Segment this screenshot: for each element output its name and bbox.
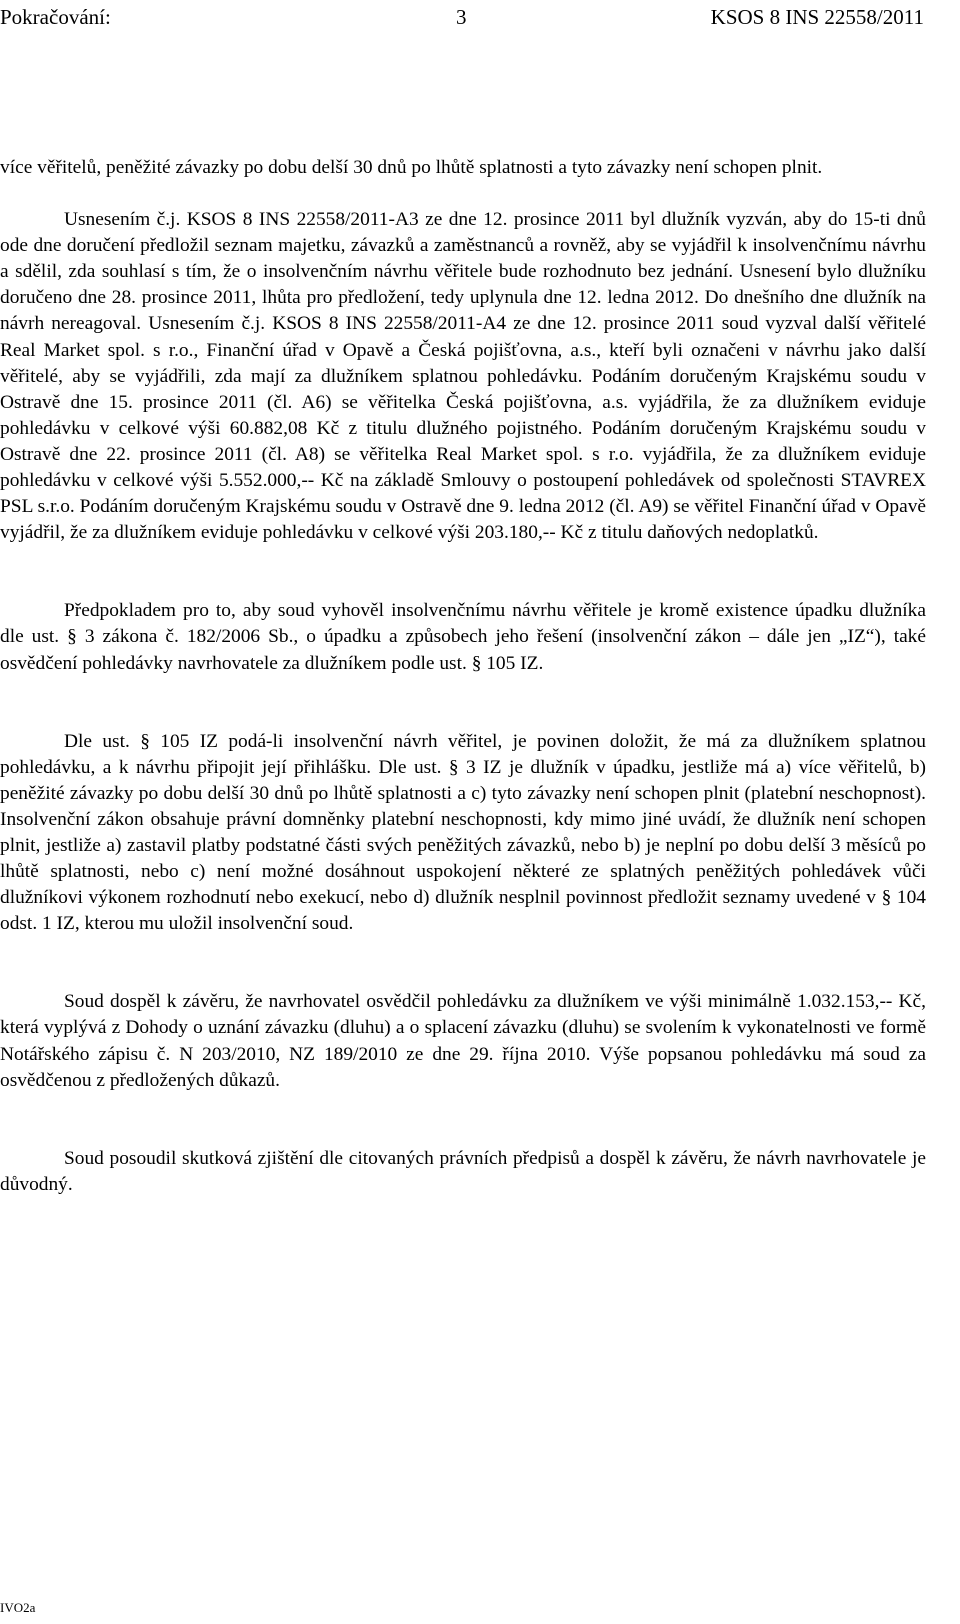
header-page-number: 3 xyxy=(456,5,467,29)
page-footer-code: IVO2a xyxy=(0,1600,36,1615)
paragraph-2: Usnesením č.j. KSOS 8 INS 22558/2011-A3 ze dne 12. prosince 2011 byl dlužník vyzván, aby do 15-ti dnů ode dne doručení předložil seznam majetku, závazků a zaměstnanců a rovněž, aby se vyjádřil k insolvenčnímu návrhu a sdělil, zda souhlasí s tím, že o insolvenčním návrhu věřitele bude rozhodnuto bez jednání. Usnesení bylo dlužníku doručeno dne 28. prosince 2011, lhůta pro předložení, tedy uplynula dne 12. ledna 2012. Do dnešního dne dlužník na návrh nereagoval. Usnesením č.j. KSOS 8 INS 22558/2011-A4 ze dne 12. prosince 2011 soud vyzval další věřitelé Real Market spol. s r.o., Finanční úřad v Opavě a Česká pojišťovna, a.s., kteří byli označeni v návrhu jako další věřitelé, aby se vyjádřili, zda mají za dlužníkem splatnou pohledávku. Podáním doručeným Krajskému soudu v Ostravě dne 15. prosince 2011 (čl. A6) se věřitelka Česká pojišťovna, a.s. vyjádřila, že za dlužníkem eviduje pohledávku v celkové výši 60.882,08 Kč z titulu dlužného pojistného. Podáním doručeným Krajskému soudu v Ostravě dne 22. prosince 2011 (čl. A8) se věřitelka Real Market spol. s r.o. vyjádřila, že za dlužníkem eviduje pohledávku v celkové výši 5.552.000,-- Kč na základě Smlouvy o postoupení pohledávek od společnosti STAVREX PSL s.r.o. Podáním doručeným Krajskému soudu v Ostravě dne 9. ledna 2012 (čl. A9) se věřitel Finanční úřad v Opavě vyjádřil, že za dlužníkem eviduje pohledávku v celkové výši 203.180,-- Kč z titulu daňových nedoplatků. xyxy=(0,209,926,544)
header-case-number: KSOS 8 INS 22558/2011 xyxy=(710,5,924,29)
paragraph-5: Soud dospěl k závěru, že navrhovatel osvědčil pohledávku za dlužníkem ve výši minimálně 1.032.153,-- Kč, která vyplývá z Dohody o uznání závazku (dluhu) a o splacení závazku (dluhu) se svolením k vykonatelnosti ve formě Notářského zápisu č. N 203/2010, NZ 189/2010 ze dne 29. října 2010. Výše popsanou pohledávku má soud za osvědčenou z předložených důkazů. xyxy=(0,991,926,1091)
paragraph-4: Dle ust. § 105 IZ podá-li insolvenční návrh věřitel, je povinen doložit, že má za dlužníkem splatnou pohledávku, a k návrhu připojit její přihlášku. Dle ust. § 3 IZ je dlužník v úpadku, jestliže má a) více věřitelů, b) peněžité závazky po dobu delší 30 dnů po lhůtě splatnosti a c) tyto závazky není schopen plnit (platební neschopnost). Insolvenční zákon obsahuje právní domněnky platební neschopnosti, kdy mimo jiné uvádí, že dlužník není schopen plnit, jestliže a) zastavil platby podstatné části svých peněžitých závazků, nebo b) je neplní po dobu delší 3 měsíců po lhůtě splatnosti, nebo c) není možné dosáhnout uspokojení některé ze splatných peněžitých pohledávek vůči dlužníkovi výkonem rozhodnutí nebo exekucí, nebo d) dlužník nesplnil povinnost předložit seznamy uvedené v § 104 odst. 1 IZ, kterou mu uložil insolvenční soud. xyxy=(0,730,926,935)
paragraph-1: více věřitelů, peněžité závazky po dobu delší 30 dnů po lhůtě splatnosti a tyto závazky není schopen plnit. xyxy=(0,157,823,178)
paragraph-6: Soud posoudil skutková zjištění dle citovaných právních předpisů a dospěl k závěru, že návrh navrhovatele je důvodný. xyxy=(0,1147,926,1195)
header-continuation-label: Pokračování: xyxy=(0,5,111,29)
document-body xyxy=(0,155,926,1198)
paragraph-3: Předpokladem pro to, aby soud vyhověl insolvenčnímu návrhu věřitele je kromě existence úpadku dlužníka dle ust. § 3 zákona č. 182/2006 Sb., o úpadku a způsobech jeho řešení (insolvenční zákon – dále jen „IZ“), také osvědčení pohledávky navrhovatele za dlužníkem podle ust. § 105 IZ. xyxy=(0,600,926,674)
page-header xyxy=(0,2,924,32)
